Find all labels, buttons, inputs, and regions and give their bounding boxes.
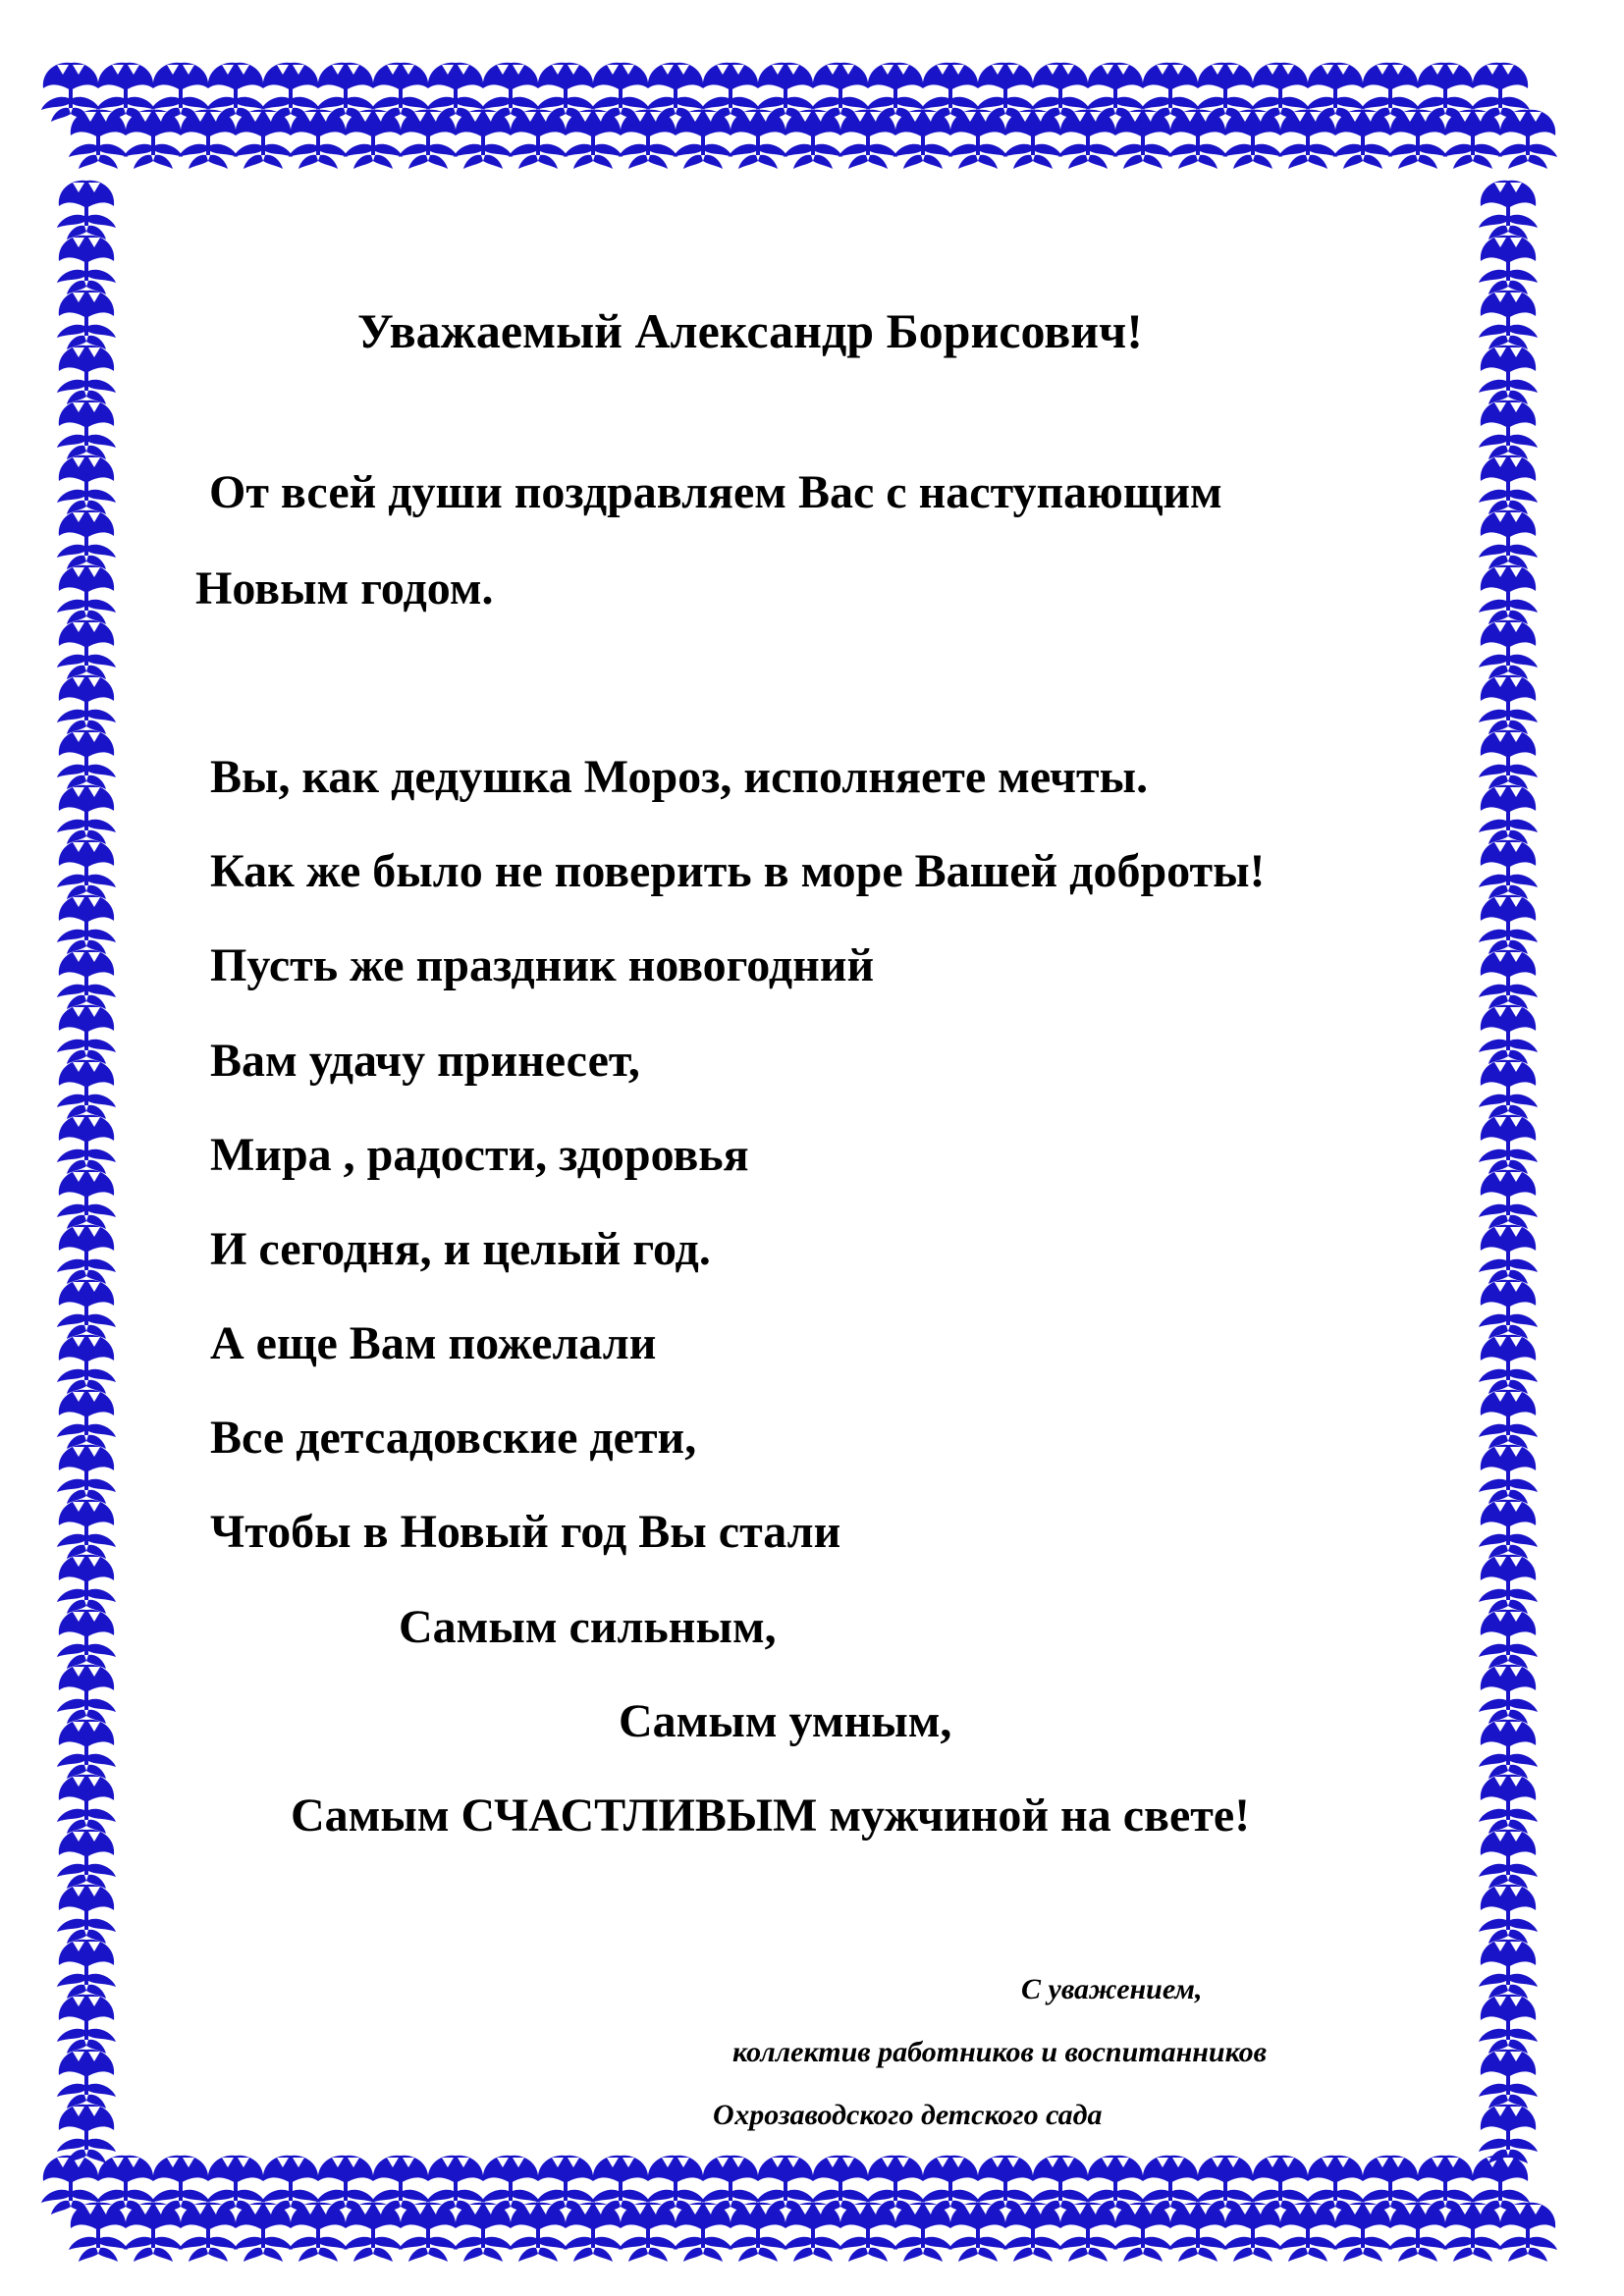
poem-line-11: Самым умным, [619,1695,952,1747]
flower-ornament-icon [674,110,732,169]
flower-ornament-icon [839,2203,897,2262]
flower-ornament-icon [399,110,458,169]
flower-ornament-icon [57,1005,116,1064]
flower-ornament-icon [1223,110,1282,169]
poem-line-5: Мира , радости, здоровья [210,1129,749,1181]
flower-ornament-icon [57,181,116,240]
flower-ornament-icon [57,1500,116,1559]
flower-ornament-icon [729,2203,787,2262]
flower-ornament-icon [57,1555,116,1614]
flower-ornament-icon [1443,110,1502,169]
flower-ornament-icon [1058,110,1117,169]
flower-ornament-icon [57,1060,116,1119]
poem-line-7: А еще Вам пожелали [210,1317,657,1369]
flower-ornament-icon [1479,620,1538,679]
flower-ornament-icon [1479,1830,1538,1889]
flower-ornament-icon [893,110,952,169]
flower-ornament-icon [1333,2203,1392,2262]
flower-ornament-icon [69,110,128,169]
signature-line-1: С уважением, [1021,1973,1203,2005]
flower-ornament-icon [179,110,238,169]
flower-ornament-icon [57,2050,116,2109]
flower-ornament-icon [1479,291,1538,349]
flower-ornament-icon [1479,1995,1538,2054]
flower-ornament-icon [57,1390,116,1449]
flower-ornament-icon [1479,1335,1538,1394]
flower-ornament-icon [57,1225,116,1284]
flower-ornament-icon [57,455,116,514]
flower-ornament-icon [1278,2203,1337,2262]
poem-line-9: Чтобы в Новый год Вы стали [210,1506,841,1558]
flower-ornament-icon [57,785,116,844]
flower-ornament-icon [1479,1500,1538,1559]
flower-ornament-icon [57,1445,116,1504]
flower-ornament-icon [57,950,116,1009]
flower-ornament-icon [399,2203,458,2262]
flower-ornament-icon [1479,950,1538,1009]
greeting-title: Уважаемый Александр Борисович! [357,303,1143,358]
signature-line-3: Охрозаводского детского сада [713,2099,1103,2131]
flower-ornament-icon [1058,2203,1117,2262]
flower-ornament-icon [1479,1225,1538,1284]
flower-ornament-icon [1498,110,1557,169]
flower-ornament-icon [1388,2203,1447,2262]
flower-ornament-icon [57,1885,116,1944]
flower-ornament-icon [1479,1610,1538,1669]
flower-ornament-icon [57,346,116,404]
flower-ornament-icon [1113,110,1172,169]
flower-ornament-icon [57,1610,116,1669]
flower-ornament-icon [57,400,116,459]
flower-ornament-icon [1223,2203,1282,2262]
flower-ornament-icon [1168,110,1227,169]
intro-line-1: От всей души поздравляем Вас с наступающим [209,466,1222,518]
poem-line-2: Как же было не поверить в море Вашей доброты! [210,845,1266,897]
flower-ornament-icon [57,675,116,734]
flower-ornament-icon [234,2203,293,2262]
flower-ornament-icon [1479,1885,1538,1944]
flower-ornament-icon [57,1940,116,1999]
flower-ornament-icon [948,110,1007,169]
flower-ornament-icon [509,2203,568,2262]
flower-ornament-icon [564,110,623,169]
poem-line-1: Вы, как дедушка Мороз, исполняете мечты. [210,751,1149,803]
flower-ornament-icon [1479,785,1538,844]
flower-ornament-icon [1168,2203,1227,2262]
flower-ornament-icon [1479,2105,1538,2163]
flower-ornament-icon [57,510,116,569]
flower-ornament-icon [57,565,116,624]
flower-ornament-icon [1479,1115,1538,1174]
flower-ornament-icon [57,1995,116,2054]
flower-ornament-icon [57,730,116,789]
flower-ornament-icon [1003,110,1062,169]
flower-ornament-icon [344,110,403,169]
flower-ornament-icon [784,2203,842,2262]
flower-ornament-icon [57,1335,116,1394]
flower-ornament-icon [57,1830,116,1889]
flower-ornament-icon [1003,2203,1062,2262]
flower-ornament-icon [509,110,568,169]
flower-ornament-icon [1479,510,1538,569]
flower-ornament-icon [1479,236,1538,294]
flower-ornament-icon [1443,2203,1502,2262]
flower-ornament-icon [1479,565,1538,624]
flower-ornament-icon [1113,2203,1172,2262]
flower-ornament-icon [674,2203,732,2262]
flower-ornament-icon [57,291,116,349]
flower-ornament-icon [619,110,677,169]
flower-ornament-icon [1479,1555,1538,1614]
flower-ornament-icon [1479,2050,1538,2109]
flower-ornament-icon [1479,181,1538,240]
flower-ornament-icon [1479,675,1538,734]
flower-ornament-icon [1479,1940,1538,1999]
flower-ornament-icon [57,895,116,954]
flower-ornament-icon [564,2203,623,2262]
flower-ornament-icon [57,1280,116,1339]
flower-ornament-icon [124,2203,183,2262]
poem-line-12: Самым СЧАСТЛИВЫМ мужчиной на свете! [291,1789,1251,1842]
flower-ornament-icon [1333,110,1392,169]
flower-ornament-icon [1479,1665,1538,1724]
intro-line-2: Новым годом. [195,562,494,614]
flower-ornament-icon [454,110,513,169]
flower-ornament-icon [57,840,116,899]
flower-ornament-icon [57,1115,116,1174]
flower-ornament-icon [1479,1170,1538,1229]
poem-line-3: Пусть же праздник новогодний [210,939,875,991]
flower-ornament-icon [57,620,116,679]
poem-line-10: Самым сильным, [399,1601,777,1653]
poem-line-8: Все детсадовские дети, [210,1412,697,1464]
flower-ornament-icon [57,236,116,294]
flower-ornament-icon [619,2203,677,2262]
flower-ornament-icon [839,110,897,169]
flower-ornament-icon [1479,1060,1538,1119]
flower-ornament-icon [1479,895,1538,954]
flower-ornament-icon [289,2203,348,2262]
flower-ornament-icon [784,110,842,169]
flower-ornament-icon [57,2105,116,2163]
poem-line-4: Вам удачу принесет, [210,1035,640,1087]
flower-ornament-icon [1479,1280,1538,1339]
flower-ornament-icon [344,2203,403,2262]
flower-ornament-icon [57,1665,116,1724]
poem-line-6: И сегодня, и целый год. [210,1223,711,1275]
flower-ornament-icon [1479,1005,1538,1064]
flower-ornament-icon [948,2203,1007,2262]
flower-ornament-icon [454,2203,513,2262]
flower-ornament-icon [893,2203,952,2262]
flower-ornament-icon [1479,1390,1538,1449]
flower-ornament-icon [1278,110,1337,169]
flower-ornament-icon [57,1170,116,1229]
flower-ornament-icon [1479,1445,1538,1504]
flower-ornament-icon [179,2203,238,2262]
flower-ornament-icon [729,110,787,169]
flower-ornament-icon [1479,1720,1538,1779]
flower-ornament-icon [1479,400,1538,459]
flower-ornament-icon [234,110,293,169]
flower-ornament-icon [57,1775,116,1834]
flower-ornament-icon [289,110,348,169]
flower-ornament-icon [1479,346,1538,404]
flower-ornament-icon [69,2203,128,2262]
flower-ornament-icon [124,110,183,169]
flower-ornament-icon [57,1720,116,1779]
flower-ornament-icon [1479,840,1538,899]
flower-ornament-icon [1479,1775,1538,1834]
flower-ornament-icon [1498,2203,1557,2262]
flower-ornament-icon [1388,110,1447,169]
flower-ornament-icon [1479,730,1538,789]
flower-ornament-icon [1479,455,1538,514]
signature-line-2: коллектив работников и воспитанников [732,2036,1268,2068]
